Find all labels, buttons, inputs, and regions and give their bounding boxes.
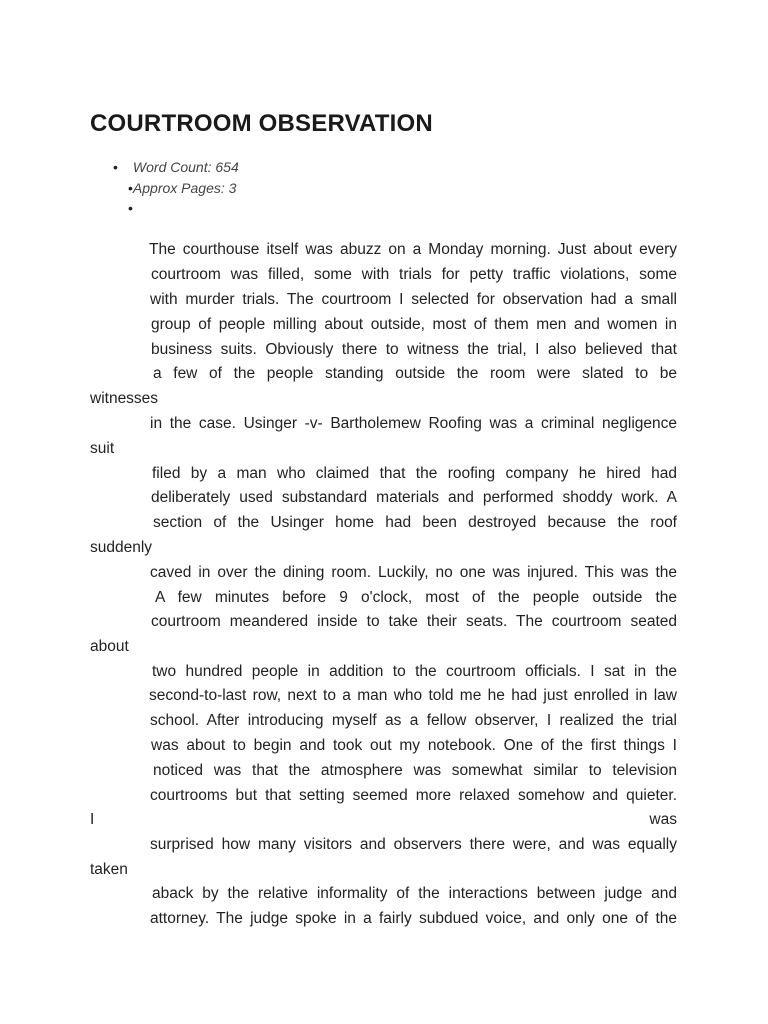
body-line: suddenly: [90, 539, 153, 556]
body-line: suit: [90, 440, 115, 457]
body-line: I was: [90, 811, 677, 828]
body-line: section of the Usinger home had been destroyed because the roof: [153, 514, 677, 531]
body-line: business suits. Obviously there to witness the trial, I also believed that: [151, 341, 677, 358]
body-line: courtroom meandered inside to take their seats. The courtroom seated: [151, 613, 677, 630]
meta-approx-pages: Approx Pages: 3: [132, 180, 237, 196]
meta-approx-pages-item: [128, 178, 236, 198]
body-line: caved in over the dining room. Luckily, no one was injured. This was the: [150, 564, 677, 581]
meta-empty-item: [128, 198, 133, 218]
body-line: The courthouse itself was abuzz on a Monday morning. Just about every: [149, 241, 677, 258]
bullet-icon: •: [113, 159, 118, 175]
body-line: attorney. The judge spoke in a fairly subdued voice, and only one of the: [150, 910, 677, 927]
body-line: witnesses: [90, 390, 159, 407]
meta-word-count: Word Count: 654: [132, 159, 239, 175]
document-title: COURTROOM OBSERVATION: [90, 110, 433, 137]
body-line: school. After introducing myself as a fellow observer, I realized the trial: [150, 712, 677, 729]
body-line: aback by the relative informality of the interactions between judge and: [152, 885, 677, 902]
meta-word-count-item: [113, 157, 239, 177]
bullet-icon: •: [128, 180, 133, 196]
body-line: A few minutes before 9 o'clock, most of the people outside the: [155, 589, 677, 606]
body-line: group of people milling about outside, most of them men and women in: [151, 316, 677, 333]
body-line: courtrooms but that setting seemed more relaxed somehow and quieter.: [150, 787, 677, 804]
body-line: in the case. Usinger -v- Bartholemew Roofing was a criminal negligence: [150, 415, 677, 432]
body-line: with murder trials. The courtroom I selected for observation had a small: [150, 291, 677, 308]
body-line: filed by a man who claimed that the roofing company he hired had: [152, 465, 677, 482]
bullet-icon: •: [128, 200, 133, 216]
body-line: two hundred people in addition to the courtroom officials. I sat in the: [152, 663, 677, 680]
body-line: second-to-last row, next to a man who told me he had just enrolled in law: [149, 687, 677, 704]
body-line: about: [90, 638, 129, 655]
body-line: a few of the people standing outside the room were slated to be: [153, 365, 677, 382]
body-line: was about to begin and took out my notebook. One of the first things I: [151, 737, 677, 754]
body-line: deliberately used substandard materials and performed shoddy work. A: [151, 489, 677, 506]
body-line: surprised how many visitors and observers there were, and was equally: [150, 836, 677, 853]
body-line: courtroom was filled, some with trials for petty traffic violations, some: [151, 266, 677, 283]
body-line: noticed was that the atmosphere was somewhat similar to television: [153, 762, 677, 779]
body-line: taken: [90, 861, 128, 878]
